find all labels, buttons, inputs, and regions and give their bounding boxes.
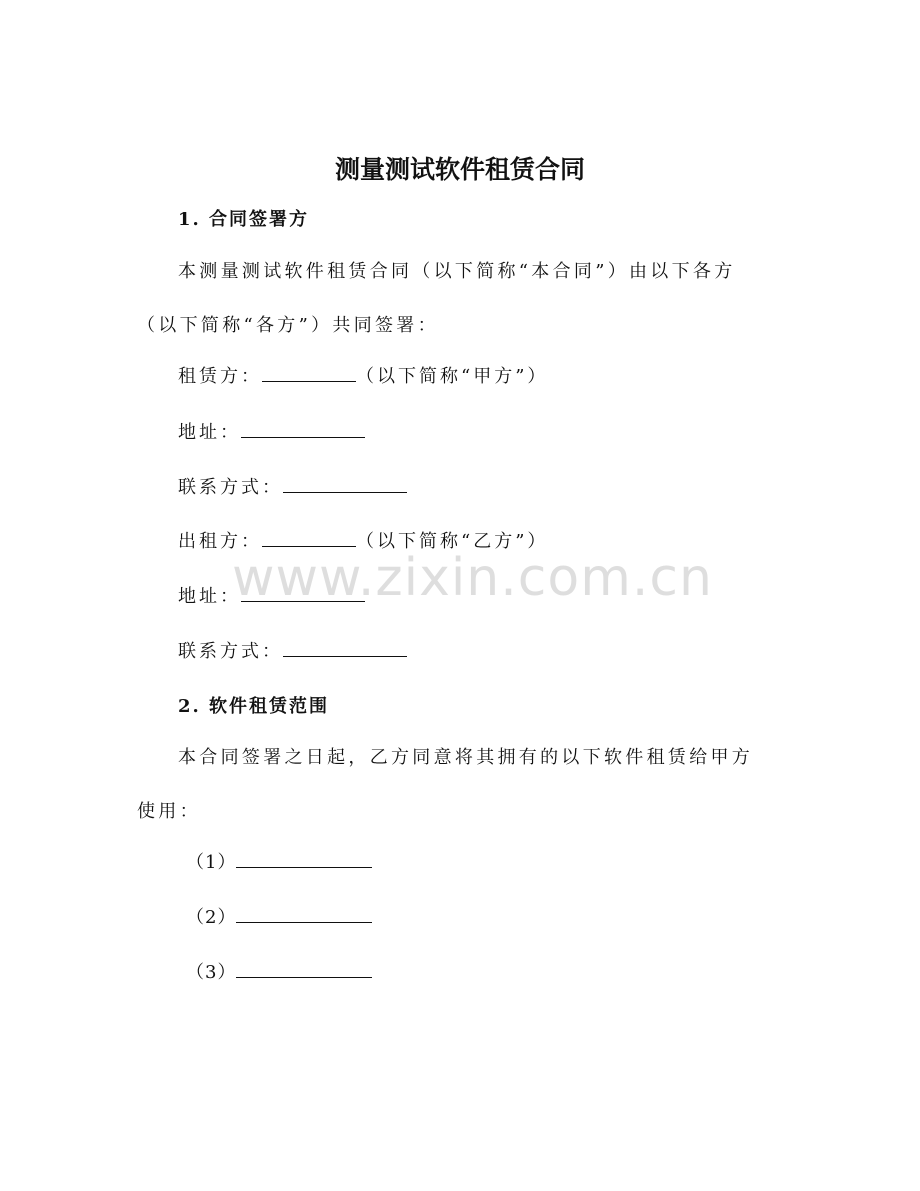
- lessor-contact-line: [178, 637, 407, 663]
- item-blank: [236, 959, 372, 978]
- item-number: （3）: [186, 962, 237, 983]
- section-2-intro: 本合同签署之日起，乙方同意将其拥有的以下软件租赁给甲方使用：: [137, 747, 754, 822]
- item-number: （1）: [186, 852, 237, 873]
- lessor-contact-blank: [283, 638, 407, 657]
- lessor-contact-label: 联系方式：: [178, 641, 283, 662]
- item-blank: [236, 904, 372, 923]
- watermark: www.zixin.com.cn: [232, 548, 713, 608]
- software-item-1: [186, 848, 372, 874]
- lessor-address-line: [178, 582, 365, 608]
- lessee-address-line: [178, 418, 365, 444]
- lessee-note: （以下简称“甲方”）: [356, 366, 549, 387]
- lessor-address-label: 地址：: [178, 586, 241, 607]
- document-title: 测量测试软件租赁合同: [334, 155, 585, 184]
- software-item-3: [186, 958, 372, 984]
- lessee-contact-line: [178, 473, 407, 499]
- section-1-intro: 本测量测试软件租赁合同（以下简称“本合同”）由以下各方（以下简称“各方”）共同签署：: [137, 261, 736, 336]
- lessee-address-blank: [241, 419, 365, 438]
- lessee-label: 租赁方：: [178, 366, 262, 387]
- software-item-2: [186, 903, 372, 929]
- lessee-blank: [262, 363, 356, 382]
- lessee-address-label: 地址：: [178, 422, 241, 443]
- lessee-contact-blank: [283, 474, 407, 493]
- section-2-heading: 2. 软件租赁范围: [178, 696, 330, 717]
- lessor-address-blank: [241, 583, 365, 602]
- lessor-blank: [262, 528, 356, 547]
- lessee-line: [178, 362, 548, 388]
- section-1-heading: 1. 合同签署方: [178, 209, 310, 230]
- item-number: （2）: [186, 907, 237, 928]
- lessee-contact-label: 联系方式：: [178, 477, 283, 498]
- item-blank: [236, 849, 372, 868]
- lessor-note: （以下简称“乙方”）: [356, 531, 549, 552]
- lessor-label: 出租方：: [178, 531, 262, 552]
- lessor-line: [178, 527, 548, 553]
